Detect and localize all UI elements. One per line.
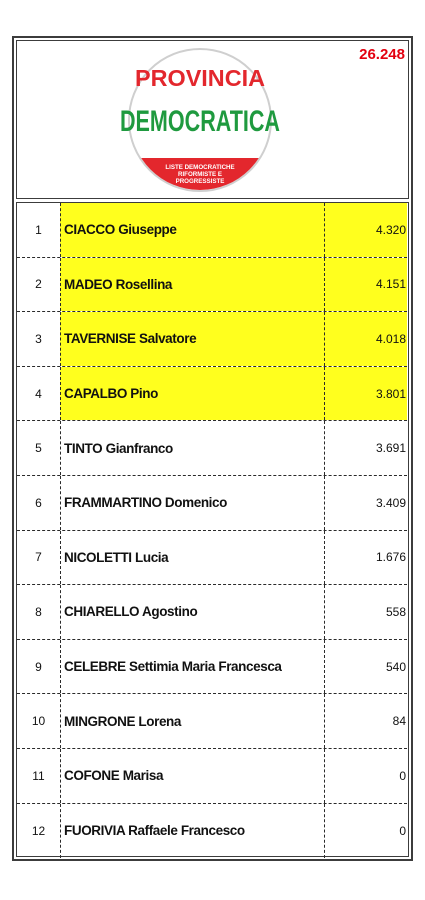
candidate-number: 11: [32, 768, 45, 783]
candidate-row: [17, 421, 407, 476]
candidate-name: NICOLETTI Lucia: [60, 531, 324, 585]
candidate-votes: 4.018: [324, 312, 407, 366]
logo-band-line3: PROGRESSISTE: [175, 178, 225, 185]
candidate-votes: 3.691: [324, 421, 407, 475]
candidate-votes: 4.320: [324, 203, 407, 257]
candidate-name: CELEBRE Settimia Maria Francesca: [60, 640, 324, 694]
candidate-row: [17, 258, 407, 313]
candidate-votes: 0: [324, 749, 407, 803]
candidate-number: 2: [35, 277, 42, 292]
candidate-number: 1: [35, 222, 42, 237]
candidate-name: CHIARELLO Agostino: [60, 585, 324, 639]
candidate-number: 10: [31, 714, 46, 729]
candidate-row: [17, 804, 407, 859]
candidate-row: [17, 640, 407, 695]
candidate-number: 3: [35, 331, 42, 346]
candidate-votes: 3.409: [324, 476, 407, 530]
candidate-row: [17, 203, 407, 258]
candidate-name: MADEO Rosellina: [60, 258, 324, 312]
candidate-number: 6: [35, 495, 42, 510]
candidate-name: FUORIVIA Raffaele Francesco: [60, 804, 324, 859]
candidate-name: CAPALBO Pino: [60, 367, 324, 421]
logo-band-line2: RIFORMISTE E: [177, 171, 223, 178]
candidate-table: [16, 202, 409, 857]
candidate-name: MINGRONE Lorena: [60, 694, 324, 748]
candidate-name: FRAMMARTINO Domenico: [60, 476, 324, 530]
candidate-name: TINTO Gianfranco: [60, 421, 324, 475]
candidate-number: 7: [35, 550, 42, 565]
list-total-votes: 26.248: [359, 46, 405, 63]
logo-line2: DEMOCRATICA: [120, 105, 280, 138]
candidate-row: [17, 531, 407, 586]
candidate-row: [17, 367, 407, 422]
candidate-number: 9: [35, 659, 42, 674]
candidate-name: TAVERNISE Salvatore: [60, 312, 324, 366]
candidate-votes: 3.801: [324, 367, 407, 421]
logo-line1: PROVINCIA: [135, 65, 265, 91]
candidate-number: 5: [35, 441, 42, 456]
provincia-democratica-logo: [117, 47, 283, 193]
candidate-name: COFONE Marisa: [60, 749, 324, 803]
candidate-votes: 4.151: [324, 258, 407, 312]
candidate-row: [17, 694, 407, 749]
results-sheet: [12, 36, 413, 861]
candidate-number: 8: [35, 604, 42, 619]
candidate-row: [17, 749, 407, 804]
candidate-votes: 84: [324, 694, 407, 748]
candidate-votes: 1.676: [324, 531, 407, 585]
candidate-number: 4: [35, 386, 42, 401]
candidate-row: [17, 476, 407, 531]
list-header: [16, 40, 409, 199]
candidate-votes: 0: [324, 804, 407, 859]
logo-band-line1: LISTE DEMOCRATICHE: [165, 164, 235, 171]
candidate-row: [17, 312, 407, 367]
candidate-votes: 540: [324, 640, 407, 694]
candidate-number: 12: [31, 823, 46, 838]
candidate-name: CIACCO Giuseppe: [60, 203, 324, 257]
candidate-row: [17, 585, 407, 640]
candidate-votes: 558: [324, 585, 407, 639]
